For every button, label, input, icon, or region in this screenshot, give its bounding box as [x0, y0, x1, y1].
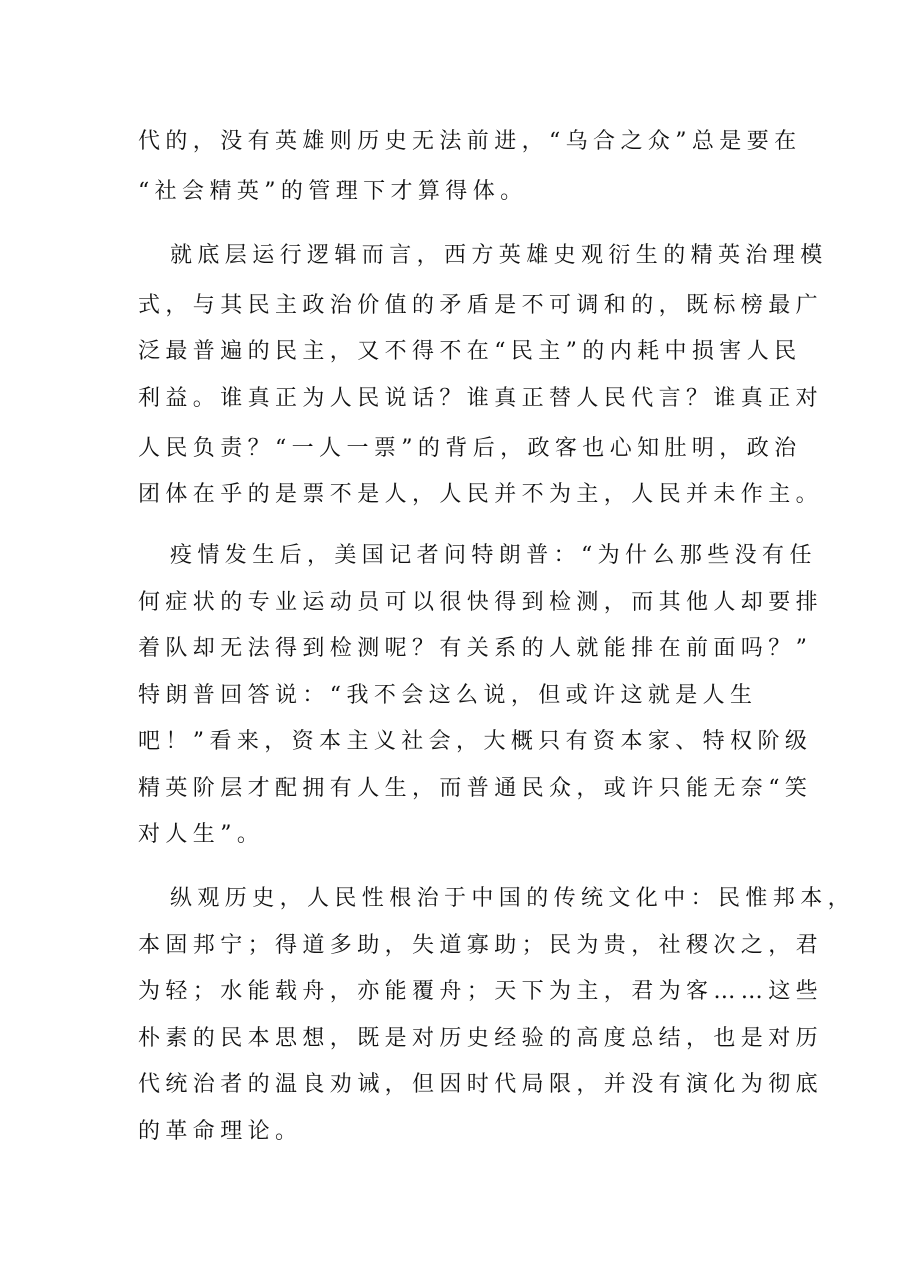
text-line: “社会精英”的管理下才算得体。 [138, 179, 528, 204]
text-line: 疫情发生后，美国记者问特朗普：“为什么那些没有任 [170, 543, 817, 568]
text-line: 纵观历史，人民性根治于中国的传统文化中：民惟邦本， [170, 886, 856, 911]
text-line: 吧！”看来，资本主义社会，大概只有资本家、特权阶级 [138, 729, 813, 754]
text-line: 式，与其民主政治价值的矛盾是不可调和的，既标榜最广 [138, 293, 824, 318]
text-line: 特朗普回答说：“我不会这么说，但或许这就是人生 [138, 683, 758, 708]
text-line: 本固邦宁；得道多助，失道寡助；民为贵，社稷次之，君 [138, 933, 824, 958]
text-line: 利益。谁真正为人民说话？谁真正替人民代言？谁真正对 [138, 386, 824, 411]
text-line: 朴素的民本思想，既是对历史经验的高度总结，也是对历 [138, 1026, 824, 1051]
text-line: 着队却无法得到检测呢？有关系的人就能排在前面吗？” [138, 636, 813, 661]
text-line: 就底层运行逻辑而言，西方英雄史观衍生的精英治理模 [170, 243, 828, 268]
text-line: 代统治者的温良劝诫，但因时代局限，并没有演化为彻底 [138, 1072, 824, 1097]
text-line: 代的，没有英雄则历史无法前进，“乌合之众”总是要在 [138, 129, 802, 154]
text-line: 的革命理论。 [138, 1119, 303, 1144]
text-line: 人民负责？“一人一票”的背后，政客也心知肚明，政治 [138, 436, 802, 461]
text-line: 何症状的专业运动员可以很快得到检测，而其他人却要排 [138, 590, 824, 615]
text-line: 精英阶层才配拥有人生，而普通民众，或许只能无奈“笑 [138, 776, 813, 801]
text-line: 团体在乎的是票不是人，人民并不为主，人民并未作主。 [138, 482, 824, 507]
text-line: 泛最普遍的民主，又不得不在“民主”的内耗中损害人民 [138, 339, 802, 364]
text-line: 对人生”。 [138, 822, 265, 847]
text-line: 为轻；水能载舟，亦能覆舟；天下为主，君为客……这些 [138, 979, 824, 1004]
